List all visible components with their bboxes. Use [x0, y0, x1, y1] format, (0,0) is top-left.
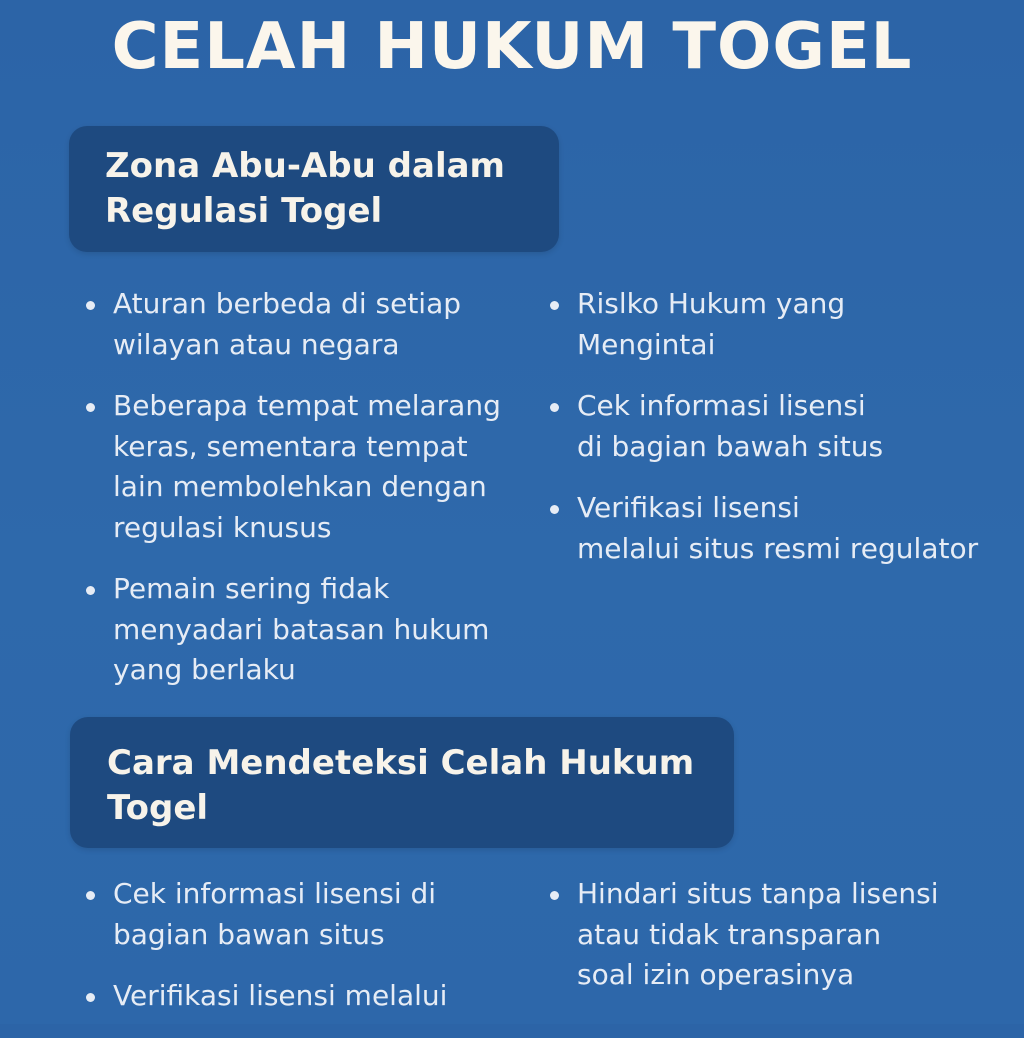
section-heading-line: Zona Abu-Abu dalam [105, 146, 505, 186]
list-item-text: di bagian bawah situs [577, 429, 884, 463]
list-item-text: Beberapa tempat melarang [113, 389, 501, 422]
list-item-text: wilayan atau negara [113, 327, 400, 361]
list-item-text: soal izin operasinya [577, 958, 855, 991]
list-item-text: Cek informasi lisensi [577, 389, 866, 422]
list-item [86, 569, 526, 691]
list-item-text: melalui situs resmi regulator [577, 531, 979, 565]
bullet-icon [550, 891, 559, 900]
list-item [550, 284, 1010, 365]
bullet-icon [86, 301, 95, 310]
bullet-list [550, 874, 1010, 1017]
list-item [86, 284, 526, 365]
section-heading [107, 741, 694, 831]
section-heading-line: Regulasi Togel [105, 191, 383, 231]
bullet-list [86, 284, 526, 712]
bullet-icon [550, 505, 559, 514]
section-heading-line: Togel [107, 788, 209, 828]
list-item-text: keras, sementara tempat [113, 429, 468, 463]
list-item [550, 488, 1010, 569]
list-item-text: menyadari batasan hukum [113, 612, 490, 646]
list-item-text: bagian bawan situs [113, 917, 385, 951]
list-item-text: Verifikasi lisensi melalui [113, 979, 448, 1012]
list-item-text: Hindari situs tanpa lisensi [577, 877, 939, 910]
list-item-text: lain membolehkan dengan [113, 470, 487, 503]
list-item-text: Mengintai [577, 327, 716, 361]
bullet-icon [86, 891, 95, 900]
bullet-icon [86, 993, 95, 1002]
list-item [86, 976, 526, 1017]
bullet-icon [550, 403, 559, 412]
list-item-text: Aturan berbeda di setiap [113, 287, 462, 320]
list-item [86, 874, 526, 955]
list-item-text: atau tidak transparan [577, 917, 882, 951]
bullet-icon [86, 403, 95, 412]
list-item-text: regulasi knusus [113, 510, 332, 544]
bullet-list [550, 284, 1010, 590]
list-item [550, 874, 1010, 996]
list-item-text: Rislko Hukum yang [577, 287, 846, 320]
list-item-text: Cek informasi lisensi di [113, 877, 437, 910]
section-heading [105, 144, 505, 234]
page-title: CELAH HUKUM TOGEL [111, 10, 913, 84]
bullet-list [86, 874, 526, 1038]
list-item-text: Verifikasi lisensi [577, 491, 800, 524]
list-item [550, 386, 1010, 467]
bullet-icon [550, 301, 559, 310]
list-item-text: yang berlaku [113, 653, 296, 686]
bullet-icon [86, 586, 95, 595]
section-heading-line: Cara Mendeteksi Celah Hukum [107, 743, 695, 783]
list-item-text: Pemain sering fidak [113, 572, 390, 605]
list-item [86, 386, 526, 548]
